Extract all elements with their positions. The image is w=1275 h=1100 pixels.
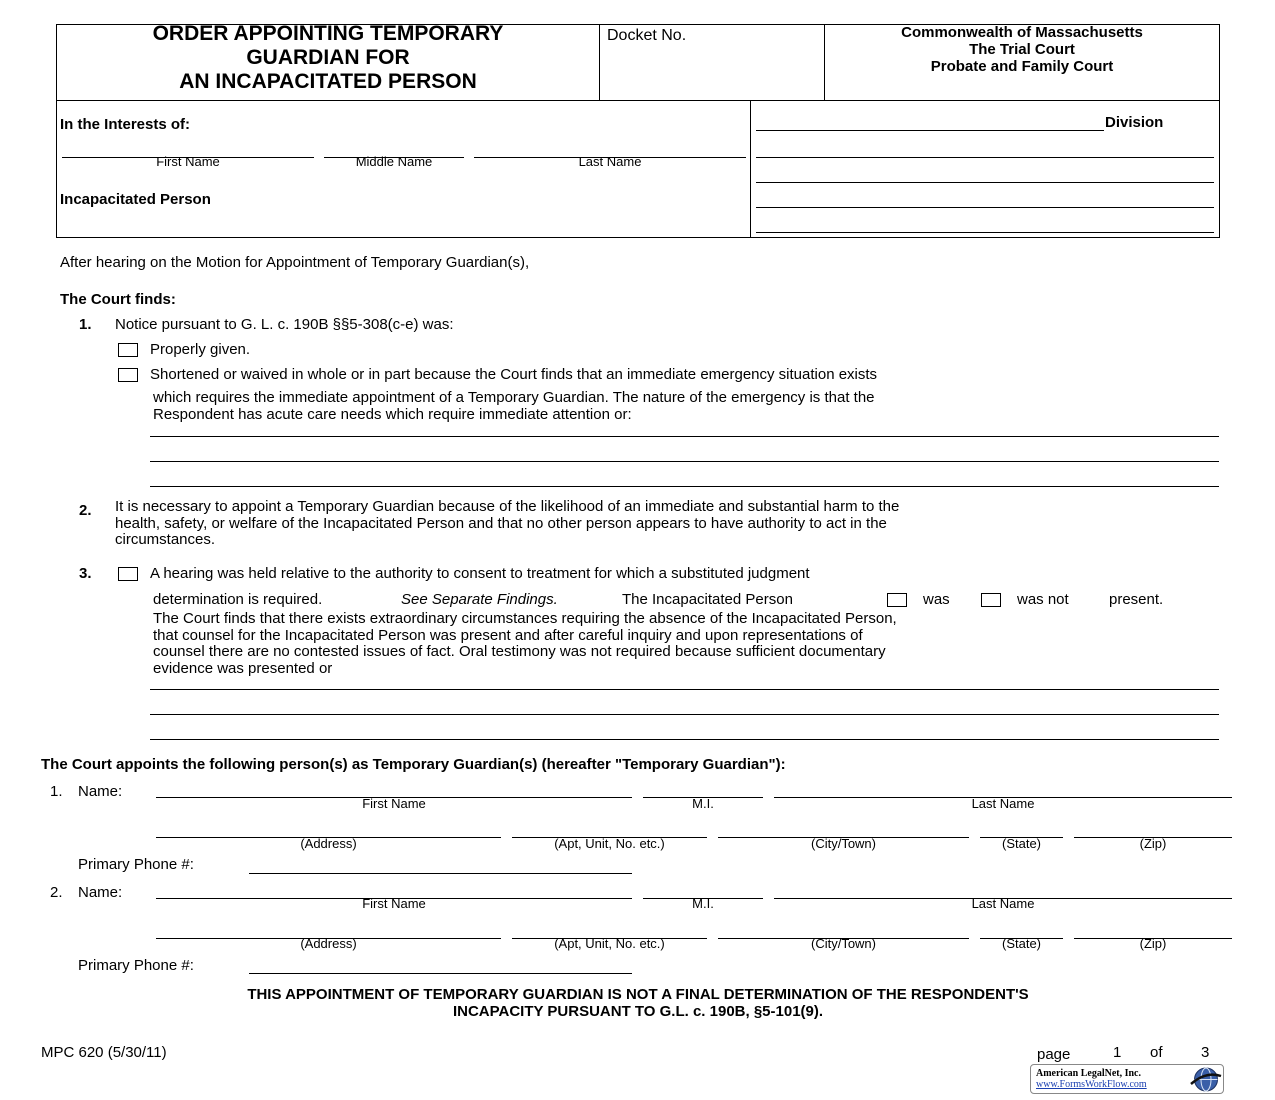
see-separate-findings: See Separate Findings. [401, 591, 558, 608]
shortened-continuation-1: which requires the immediate appointment of a Temporary Guardian. The nature of the emergency is that the [153, 389, 875, 406]
page-number: 1 [1113, 1044, 1122, 1061]
item-2-line-3: circumstances. [115, 531, 216, 548]
division-line[interactable] [756, 130, 1104, 131]
guardian-2-name-label: Name: [78, 884, 123, 901]
badge-url[interactable]: www.FormsWorkFlow.com [1036, 1079, 1147, 1090]
page-word: page [1037, 1046, 1071, 1063]
guardian-2-apt-caption: (Apt, Unit, No. etc.) [554, 936, 665, 951]
item-1-text: Notice pursuant to G. L. c. 190B §§5-308(c-e) was: [115, 316, 454, 333]
final-notice [40, 987, 1236, 1020]
guardian-1-apt-caption: (Apt, Unit, No. etc.) [554, 836, 665, 851]
item-2-text [115, 499, 899, 549]
was-label: was [923, 591, 950, 608]
docket-label: Docket No. [607, 27, 687, 44]
form-id: MPC 620 (5/30/11) [41, 1044, 167, 1061]
shortened-checkbox[interactable] [118, 368, 138, 382]
guardian-1-phone-line[interactable] [249, 873, 632, 874]
guardian-1-phone-label: Primary Phone #: [78, 856, 194, 873]
guardian-2-address-caption: (Address) [300, 936, 357, 951]
guardian-1-address-caption: (Address) [300, 836, 357, 851]
was-not-checkbox[interactable] [981, 593, 1001, 607]
form-title [60, 22, 596, 94]
guardian-1-name-label: Name: [78, 783, 123, 800]
form-title-line-2: GUARDIAN FOR [246, 46, 410, 69]
shortened-continuation-2: Respondent has acute care needs which require immediate attention or: [153, 406, 632, 423]
intro-text: After hearing on the Motion for Appointment of Temporary Guardian(s), [60, 254, 530, 271]
interests-divider [750, 100, 751, 238]
division-address-line-1[interactable] [756, 157, 1214, 158]
item-2-line-1: It is necessary to appoint a Temporary Guardian because of the likelihood of an immediate and substantial harm to the [115, 498, 900, 515]
guardian-2-zip-caption: (Zip) [1139, 936, 1167, 951]
court-line-3: Probate and Family Court [930, 58, 1114, 75]
last-name-caption: Last Name [578, 154, 642, 169]
final-notice-line-1: THIS APPOINTMENT OF TEMPORARY GUARDIAN IS NOT A FINAL DETERMINATION OF THE RESPONDENT'S [247, 986, 1029, 1003]
guardian-2-first-name-caption: First Name [362, 896, 426, 911]
evidence-line-2[interactable] [150, 714, 1219, 715]
emergency-line-3[interactable] [150, 486, 1219, 487]
item-3-line-2: that counsel for the Incapacitated Person was present and after careful inquiry and upon representations of [153, 626, 863, 644]
form-title-line-1: ORDER APPOINTING TEMPORARY [152, 22, 504, 45]
present-label: present. [1109, 591, 1164, 608]
substituted-judgment-checkbox[interactable] [118, 567, 138, 581]
guardian-1-last-name-caption: Last Name [971, 796, 1035, 811]
guardian-2-state-caption: (State) [1001, 936, 1041, 951]
determination-text: determination is required. [153, 591, 323, 608]
header-divider-2 [824, 24, 825, 101]
division-address-line-3[interactable] [756, 207, 1214, 208]
appoint-heading: The Court appoints the following person(s) as Temporary Guardian(s) (hereafter "Temporary Guardian"): [41, 756, 786, 773]
globe-icon [1187, 1066, 1223, 1093]
page-total: 3 [1201, 1044, 1210, 1061]
first-name-caption: First Name [156, 154, 220, 169]
shortened-label: Shortened or waived in whole or in part because the Court finds that an immediate emergency situation exists [150, 366, 878, 383]
of-word: of [1150, 1044, 1163, 1061]
court-name [828, 24, 1216, 75]
guardian-1-first-name-caption: First Name [362, 796, 426, 811]
court-line-2: The Trial Court [969, 41, 1075, 58]
item-2-number: 2. [79, 502, 92, 519]
item-3-line-3: counsel there are no contested issues of fact. Oral testimony was not required because sufficient documentary [153, 643, 886, 661]
properly-given-label: Properly given. [150, 341, 251, 358]
guardian-2-phone-line[interactable] [249, 973, 632, 974]
court-line-1: Commonwealth of Massachusetts [901, 24, 1143, 41]
emergency-line-1[interactable] [150, 436, 1219, 437]
guardian-2-last-name-caption: Last Name [971, 896, 1035, 911]
division-address-line-4[interactable] [756, 232, 1214, 233]
middle-name-caption: Middle Name [355, 154, 433, 169]
evidence-line-1[interactable] [150, 689, 1219, 690]
item-3-line-4: evidence was presented or [153, 659, 333, 677]
evidence-line-3[interactable] [150, 739, 1219, 740]
item-2-line-2: health, safety, or welfare of the Incapacitated Person and that no other person appears to have authority to act in the [115, 514, 887, 532]
incapacitated-person-text: The Incapacitated Person [622, 591, 793, 608]
item-3-findings [153, 611, 897, 677]
legalnet-badge[interactable] [1030, 1064, 1224, 1094]
emergency-line-2[interactable] [150, 461, 1219, 462]
was-checkbox[interactable] [887, 593, 907, 607]
item-3-text: A hearing was held relative to the authority to consent to treatment for which a substituted judgment [150, 565, 810, 582]
item-3-number: 3. [79, 565, 92, 582]
guardian-1-zip-caption: (Zip) [1139, 836, 1167, 851]
guardian-1-number: 1. [50, 783, 63, 800]
was-not-label: was not [1017, 591, 1069, 608]
interests-label: In the Interests of: [60, 116, 191, 133]
item-3-line-1: The Court finds that there exists extraordinary circumstances requiring the absence of the Incapacitated Person, [153, 610, 897, 627]
guardian-1-city-caption: (City/Town) [810, 836, 876, 851]
guardian-2-city-caption: (City/Town) [810, 936, 876, 951]
badge-company-name: American LegalNet, Inc. [1036, 1068, 1141, 1079]
properly-given-checkbox[interactable] [118, 343, 138, 357]
interests-box [56, 100, 1220, 238]
guardian-1-mi-caption: M.I. [692, 796, 714, 811]
guardian-2-phone-label: Primary Phone #: [78, 957, 194, 974]
guardian-2-number: 2. [50, 884, 63, 901]
form-title-line-3: AN INCAPACITATED PERSON [179, 70, 477, 93]
court-finds-heading: The Court finds: [60, 291, 176, 308]
guardian-1-state-caption: (State) [1001, 836, 1041, 851]
final-notice-line-2: INCAPACITY PURSUANT TO G.L. c. 190B, §5-101(9). [452, 1002, 824, 1020]
guardian-2-mi-caption: M.I. [692, 896, 714, 911]
division-address-line-2[interactable] [756, 182, 1214, 183]
incapacitated-person-label: Incapacitated Person [60, 191, 211, 208]
division-label: Division [1105, 114, 1164, 131]
item-1-number: 1. [79, 316, 92, 333]
header-divider-1 [599, 24, 600, 101]
